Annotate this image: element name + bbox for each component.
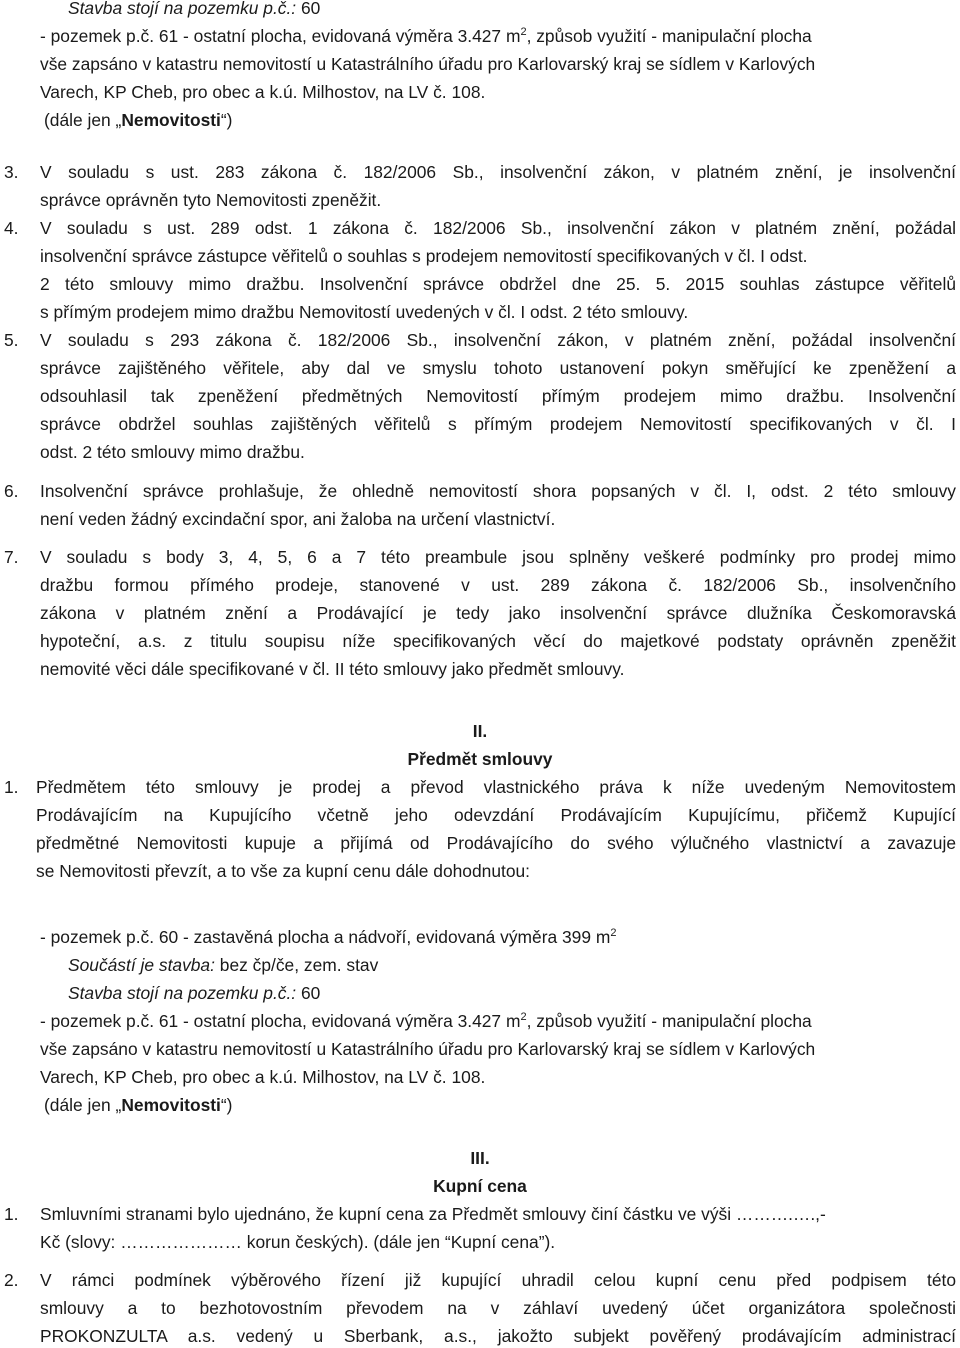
pozemek-60-line: [40, 925, 616, 949]
katastr-line-4: Varech, KP Cheb, pro obec a k.ú. Milhostov, na LV č. 108.: [40, 1067, 486, 1087]
item-3-number: 3.: [4, 162, 19, 182]
dale-jen-suffix-2: “): [220, 1095, 233, 1115]
stavba-value: 60: [296, 0, 321, 18]
section-3-p2-line-1: V rámci podmínek výběrového řízení již kupující uhradil celou kupní cenu před podpisem této: [40, 1270, 956, 1290]
pozemek-61-text-2: - pozemek p.č. 61 - ostatní plocha, evidovaná výměra 3.427 m: [40, 1011, 521, 1031]
superscript-2: 2: [520, 1011, 527, 1023]
stavba-value-2: 60: [296, 983, 321, 1003]
item-4-line-1: V souladu s ust. 289 odst. 1 zákona č. 182/2006 Sb., insolvenční zákon v platném znění, požádal: [40, 218, 956, 238]
item-7-line-5: nemovité věci dále specifikované v čl. II této smlouvy jako předmět smlouvy.: [40, 659, 625, 679]
dale-jen-prefix-2: (dále jen „: [44, 1095, 122, 1115]
stavba-label-2: Stavba stojí na pozemku p.č.:: [68, 983, 297, 1003]
pozemek-61-text: - pozemek p.č. 61 - ostatní plocha, evidovaná výměra 3.427 m: [40, 26, 521, 46]
dale-jen-line: [44, 108, 232, 132]
item-3-line-1: V souladu s ust. 283 zákona č. 182/2006 Sb., insolvenční zákon, v platném znění, je insolvenční: [40, 162, 956, 182]
item-5-line-1: V souladu s 293 zákona č. 182/2006 Sb., insolvenční zákon, v platném znění, požádal insolvenční: [40, 330, 956, 350]
dale-jen-term-2: Nemovitosti: [121, 1095, 221, 1115]
section-2-roman: II.: [472, 721, 488, 741]
item-6-line-2: není veden žádný excindační spor, ani žaloba na určení vlastnictví.: [40, 509, 556, 529]
item-7-line-2: dražbu formou přímého prodeje, stanovené v ust. 289 zákona č. 182/2006 Sb., insolvenčního: [40, 575, 956, 595]
item-4-line-4: s přímým prodejem mimo dražbu Nemovitostí uvedených v čl. I odst. 2 této smlouvy.: [40, 302, 689, 322]
superscript-2: 2: [520, 26, 527, 38]
section-2-title: Předmět smlouvy: [407, 749, 553, 769]
section-3-p2-line-3: PROKONZULTA a.s. vedený u Sberbank, a.s., jakožto subjekt pověřený prodávajícím administrací: [40, 1326, 956, 1346]
stavba-line-2: [68, 981, 320, 1005]
item-7-line-1: V souladu s body 3, 4, 5, 6 a 7 této preambule jsou splněny veškeré podmínky pro prodej mimo: [40, 547, 956, 567]
item-5-line-2: správce zajištěného věřitele, aby dal ve smyslu tohoto ustanovení pokyn směřující ke zpeněžení a: [40, 358, 956, 378]
stavba-line: [68, 0, 320, 20]
item-5-line-5: odst. 2 této smlouvy mimo dražbu.: [40, 442, 305, 462]
pozemek-61-usage-2: , způsob využití - manipulační plocha: [526, 1011, 812, 1031]
section-2-p1-line-2: Prodávajícím na Kupujícího včetně jeho odevzdání Prodávajícím Kupujícímu, přičemž Kupující: [36, 805, 956, 825]
soucasti-value: bez čp/če, zem. stav: [214, 955, 379, 975]
item-4-line-3: 2 této smlouvy mimo dražbu. Insolvenční správce obdržel dne 25. 5. 2015 souhlas zástupce věřitelů: [40, 274, 956, 294]
superscript-2: 2: [610, 927, 617, 939]
item-5-line-4: správce obdržel souhlas zajištěných věřitelů s přímým prodejem Nemovitostí specifikovaných v čl. I: [40, 414, 956, 434]
soucasti-label: Součástí je stavba:: [68, 955, 215, 975]
item-7-line-4: hypoteční, a.s. z titulu soupisu níže specifikovaných věcí do majetkové podstaty oprávněn zpeněžit: [40, 631, 956, 651]
pozemek-61-line: [40, 24, 812, 48]
dale-jen-suffix: “): [220, 110, 233, 130]
section-3-p2-number: 2.: [4, 1270, 19, 1290]
katastr-line-3: vše zapsáno v katastru nemovitostí u Katastrálního úřadu pro Karlovarský kraj se sídlem v Karlových: [40, 1039, 816, 1059]
item-6-line-1: Insolvenční správce prohlašuje, že ohledně nemovitostí shora popsaných v čl. I, odst. 2 této smlouvy: [40, 481, 956, 501]
section-2-p1-line-1: Předmětem této smlouvy je prodej a převod vlastnického práva k níže uvedeným Nemovitostem: [36, 777, 956, 797]
section-3-title: Kupní cena: [433, 1176, 527, 1196]
section-2-p1-number: 1.: [4, 777, 19, 797]
item-6-number: 6.: [4, 481, 19, 501]
section-2-p1-line-3: předmětné Nemovitosti kupuje a přijímá od Prodávajícího do svého výlučného vlastnictví a zavazuje: [36, 833, 956, 853]
item-4-line-2: insolvenční správce zástupce věřitelů o souhlas s prodejem nemovitostí specifikovaných v čl. I odst.: [40, 246, 808, 266]
stavba-label: Stavba stojí na pozemku p.č.:: [68, 0, 297, 18]
section-3-roman: III.: [470, 1148, 490, 1168]
katastr-line-2: Varech, KP Cheb, pro obec a k.ú. Milhostov, na LV č. 108.: [40, 82, 486, 102]
section-3-p1-line-1: Smluvními stranami bylo ujednáno, že kupní cena za Předmět smlouvy činí částku ve výši ……….….,-: [40, 1204, 826, 1224]
katastr-line-1: vše zapsáno v katastru nemovitostí u Katastrálního úřadu pro Karlovarský kraj se sídlem v Karlových: [40, 54, 816, 74]
section-3-p2-line-2: smlouvy a to bezhotovostním převodem na v záhlaví uvedený účet organizátora společnosti: [40, 1298, 956, 1318]
dale-jen-term: Nemovitosti: [121, 110, 221, 130]
item-7-line-3: zákona v platném znění a Prodávající je tedy jako insolvenční správce dlužníka Českomoravská: [40, 603, 956, 623]
section-3-p1-line-2: Kč (slovy: ………………… korun českých). (dále jen “Kupní cena”).: [40, 1232, 556, 1252]
item-5-line-3: odsouhlasil tak zpeněžení předmětných Nemovitostí přímým prodejem mimo dražbu. Insolvenční: [40, 386, 956, 406]
item-5-number: 5.: [4, 330, 19, 350]
pozemek-60-text: - pozemek p.č. 60 - zastavěná plocha a nádvoří, evidovaná výměra 399 m: [40, 927, 611, 947]
item-4-number: 4.: [4, 218, 19, 238]
item-3-line-2: správce oprávněn tyto Nemovitosti zpeněžit.: [40, 190, 382, 210]
pozemek-61-usage: , způsob využití - manipulační plocha: [526, 26, 812, 46]
dale-jen-prefix: (dále jen „: [44, 110, 122, 130]
soucasti-line: [68, 953, 378, 977]
item-7-number: 7.: [4, 547, 19, 567]
pozemek-61-line-2: [40, 1009, 812, 1033]
section-2-p1-line-4: se Nemovitosti převzít, a to vše za kupní cenu dále dohodnutou:: [36, 861, 530, 881]
section-3-p1-number: 1.: [4, 1204, 19, 1224]
dale-jen-line-2: [44, 1093, 232, 1117]
